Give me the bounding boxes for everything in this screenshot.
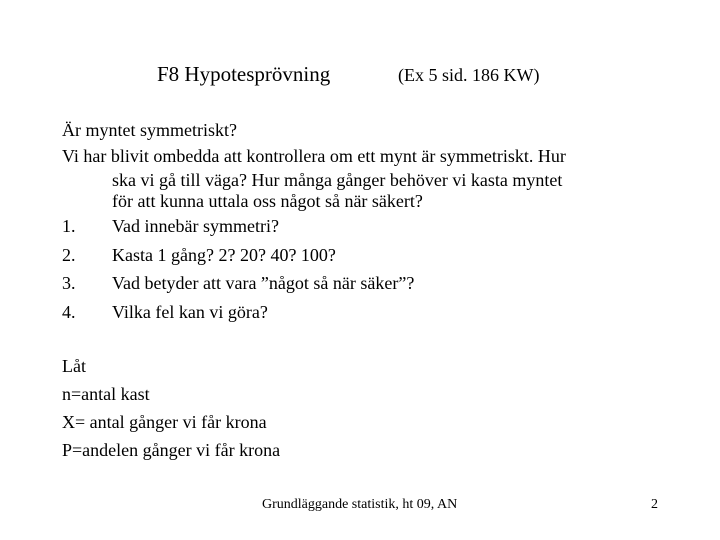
list-item-text: Vad innebär symmetri? <box>112 216 279 236</box>
intro-line-3: för att kunna uttala oss något så när säkert? <box>112 191 423 211</box>
list-item-number: 3. <box>62 273 76 293</box>
list-item-number: 4. <box>62 302 76 322</box>
definition-line: X= antal gånger vi får krona <box>62 412 267 432</box>
intro-line-1: Vi har blivit ombedda att kontrollera om ett mynt är symmetriskt. Hur <box>62 146 566 166</box>
definition-line: n=antal kast <box>62 384 150 404</box>
intro-line-2: ska vi gå till väga? Hur många gånger behöver vi kasta myntet <box>112 170 563 190</box>
slide-title: F8 Hypotesprövning <box>157 62 331 86</box>
list-item-number: 1. <box>62 216 76 236</box>
question-text: Är myntet symmetriskt? <box>62 120 237 140</box>
slide-reference: (Ex 5 sid. 186 KW) <box>398 65 540 85</box>
list-item-text: Vad betyder att vara ”något så när säker”? <box>112 273 415 293</box>
list-item-text: Vilka fel kan vi göra? <box>112 302 268 322</box>
list-item-text: Kasta 1 gång? 2? 20? 40? 100? <box>112 245 336 265</box>
footer-text: Grundläggande statistik, ht 09, AN <box>262 497 458 512</box>
page-number: 2 <box>651 497 658 512</box>
definition-line: Låt <box>62 356 86 376</box>
list-item-number: 2. <box>62 245 76 265</box>
definition-line: P=andelen gånger vi får krona <box>62 440 281 460</box>
